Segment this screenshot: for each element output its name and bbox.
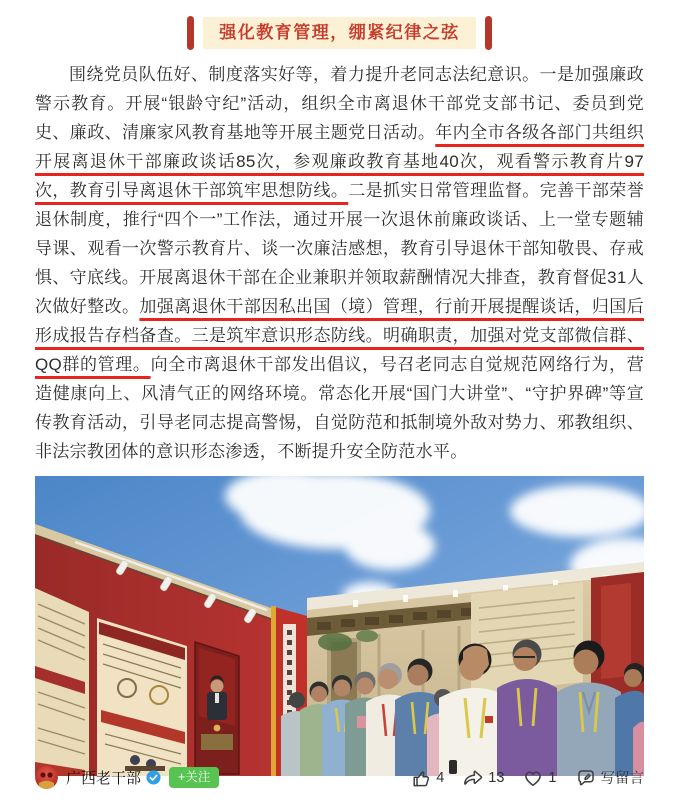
article-segment: 二是抓实日常管理监督。完善干部荣誉退休制度，推行“四个一”工作法，通过开展一次退休前廉政谈话、上一堂专题辅导课、观看一次警示教育片、谈一次廉洁感想，教育引导退休干部知敬畏、存戒惧、守底线。开展离退休干部在企业兼职并领取薪酬情况大排查，教育督促31人次做好整改。: [35, 181, 644, 316]
verified-badge-icon: [146, 770, 161, 785]
comment-label: 写留言: [600, 771, 644, 787]
follow-button[interactable]: +关注: [169, 767, 219, 788]
heart-button[interactable]: [523, 768, 556, 788]
account-avatar[interactable]: [35, 766, 58, 789]
like-count: 4: [436, 769, 445, 786]
account-name[interactable]: 广西老干部: [66, 770, 142, 787]
share-arrow-icon: [463, 768, 483, 788]
article-segment: 围绕党员队伍好、制度落实好等，着力提升老同志法纪意识。一是加强廉政警示教育。开展“银龄守纪”活动，组织全市离退休干部党支部书记、委员到党史、廉政、清廉家风教育基地等开展主题党日活动。: [35, 65, 644, 142]
article-photo[interactable]: [35, 476, 644, 776]
account-block: [35, 766, 219, 789]
heart-icon: [523, 768, 543, 788]
portrait-panel: [195, 642, 239, 774]
heart-count: 1: [548, 769, 557, 786]
avatar-image: [35, 766, 58, 789]
title-left-bar: [187, 16, 194, 50]
article-segment-underlined: 加强离退休干部因私出国（境）管理，行前开展提醒谈话，归国后形成报告存档备查。三是筑牢意识形态防线。明确职责，加强对党支部微信群、QQ群的管理。: [35, 297, 644, 374]
article-segment: 向全市离退休干部发出倡议，号召老同志自觉规范网络行为，营造健康向上、风清气正的网络环境。常态化开展“国门大讲堂”、“守护界碑”等宣传教育活动，引导老同志提高警惕，自觉防范和抵制境外敌对势力、邪教组织、非法宗教团体的意识形态渗透，不断提升安全防范水平。: [35, 355, 644, 461]
reaction-bar: [411, 767, 644, 788]
thumbs-up-icon: [411, 768, 431, 788]
article-segment-underlined: 年内全市各级各部门共组织开展离退休干部廉政谈话85次，参观廉政教育基地40次，观看警示教育片97次，教育引导离退休干部筑牢思想防线。: [35, 123, 644, 200]
comment-bubble-icon: [576, 768, 596, 788]
comment-button[interactable]: [576, 767, 645, 788]
like-button[interactable]: [411, 768, 444, 788]
share-button[interactable]: [463, 768, 504, 788]
page-title: 强化教育管理，绷紧纪律之弦: [203, 17, 476, 49]
article-paragraph: [35, 60, 644, 466]
title-right-bar: [485, 16, 492, 50]
title-banner: [0, 16, 679, 50]
share-count: 13: [488, 769, 505, 786]
article-footer: [35, 760, 644, 800]
exhibition-photo-illustration: [35, 476, 644, 776]
